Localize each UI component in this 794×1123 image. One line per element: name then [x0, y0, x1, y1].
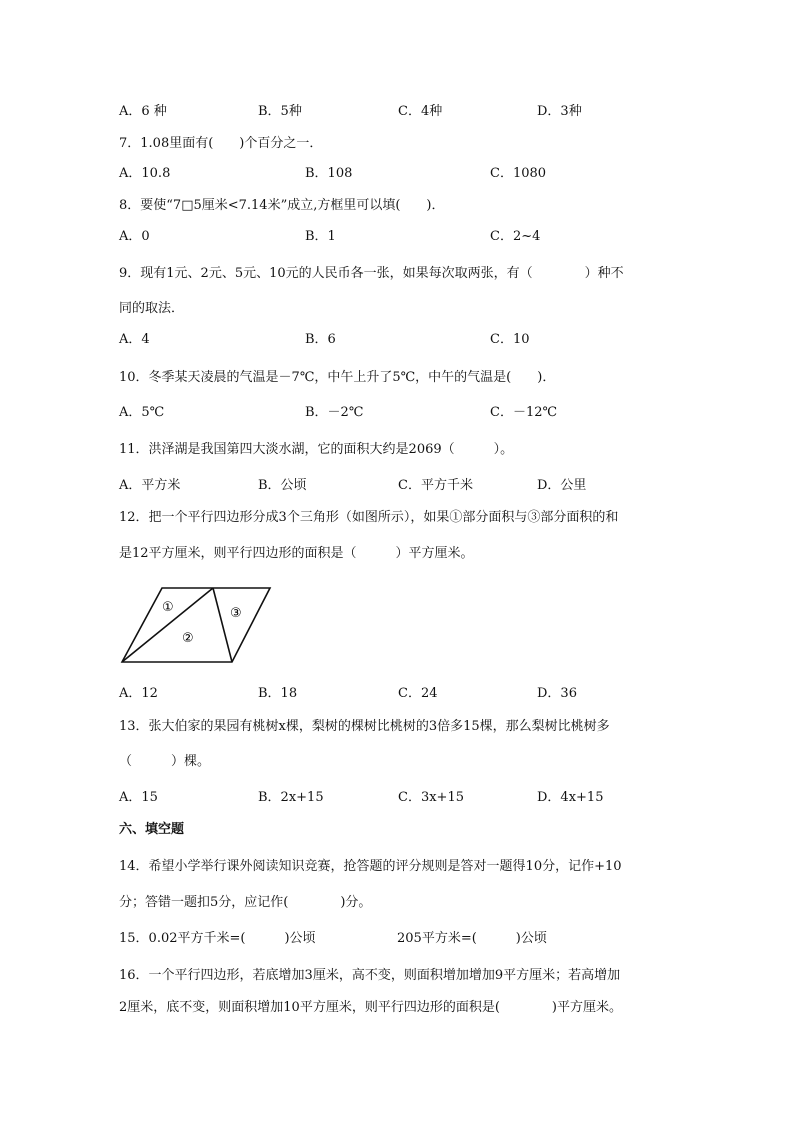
- q9-option-b: B．6: [305, 332, 336, 347]
- q15-part1: 15．0.02平方千米=( )公顷: [119, 931, 316, 946]
- q8-option-b: B．1: [305, 229, 336, 244]
- parallelogram-diagram: [118, 584, 278, 666]
- q11-option-d: D．公里: [537, 478, 587, 493]
- q8-question: 8．要使“7□5厘米<7.14米”成立,方框里可以填( )．: [119, 198, 445, 213]
- q10-option-c: C．－12℃: [490, 405, 558, 420]
- q12-option-a: A．12: [119, 686, 158, 701]
- q11-question: 11．洪泽湖是我国第四大淡水湖，它的面积大约是2069（ ）。: [119, 442, 514, 457]
- q12-option-b: B．18: [258, 686, 298, 701]
- q7-option-c: C．1080: [490, 166, 547, 181]
- q12-question-line1: 12．把一个平行四边形分成3个三角形（如图所示），如果①部分面积与③部分面积的和: [119, 510, 619, 525]
- parallelogram-figure: [118, 584, 278, 666]
- q13-option-c: C．3x+15: [398, 790, 464, 805]
- parallelogram-outline: [122, 588, 270, 662]
- q16-question-line2: 2厘米，底不变，则面积增加10平方厘米，则平行四边形的面积是( )平方厘米。: [119, 1000, 622, 1015]
- q9-question-line1: 9．现有1元、2元、5元、10元的人民币各一张，如果每次取两张，有（ ）种不: [119, 266, 624, 281]
- region-label-1: ①: [162, 600, 174, 615]
- q13-option-b: B．2x+15: [258, 790, 324, 805]
- q8-option-a: A．0: [119, 229, 150, 244]
- q6-option-c: C．4种: [398, 104, 443, 119]
- q10-option-b: B．－2℃: [305, 405, 364, 420]
- q9-option-a: A．4: [119, 332, 150, 347]
- q10-option-a: A．5℃: [119, 405, 165, 420]
- section-heading: 六、填空题: [119, 822, 185, 837]
- q11-option-c: C．平方千米: [398, 478, 473, 493]
- q7-question: 7．1.08里面有( )个百分之一．: [119, 136, 323, 151]
- q7-option-b: B．108: [305, 166, 353, 181]
- q11-option-b: B．公顷: [258, 478, 307, 493]
- q14-question-line1: 14．希望小学举行课外阅读知识竞赛，抢答题的评分规则是答对一题得10分，记作+10: [119, 859, 622, 874]
- q6-option-b: B．5种: [258, 104, 302, 119]
- region-label-2: ②: [182, 631, 194, 646]
- q10-question: 10．冬季某天凌晨的气温是－7℃，中午上升了5℃，中午的气温是( )．: [119, 370, 556, 385]
- q9-option-c: C．10: [490, 332, 530, 347]
- q13-question-line1: 13．张大伯家的果园有桃树x棵，梨树的棵树比桃树的3倍多15棵，那么梨树比桃树多: [119, 719, 610, 734]
- q9-question-line2: 同的取法．: [119, 301, 185, 316]
- q12-option-c: C．24: [398, 686, 438, 701]
- q13-question-line2: （ ）棵。: [119, 754, 211, 769]
- q11-option-a: A．平方米: [119, 478, 181, 493]
- region-label-3: ③: [230, 606, 242, 621]
- q14-question-line2: 分；答错一题扣5分，应记作( )分。: [119, 895, 372, 910]
- q12-question-line2: 是12平方厘米，则平行四边形的面积是（ ）平方厘米。: [119, 546, 474, 561]
- q13-option-d: D．4x+15: [537, 790, 604, 805]
- q8-option-c: C．2~4: [490, 229, 541, 244]
- q6-option-d: D．3种: [537, 104, 582, 119]
- q12-option-d: D．36: [537, 686, 577, 701]
- q6-option-a: A．6 种: [119, 104, 167, 119]
- q7-option-a: A．10.8: [119, 166, 171, 181]
- divider-line: [213, 588, 232, 662]
- q16-question-line1: 16．一个平行四边形，若底增加3厘米，高不变，则面积增加增加9平方厘米；若高增加: [119, 968, 621, 983]
- q15-part2: 205平方米=( )公顷: [397, 931, 547, 946]
- q13-option-a: A．15: [119, 790, 158, 805]
